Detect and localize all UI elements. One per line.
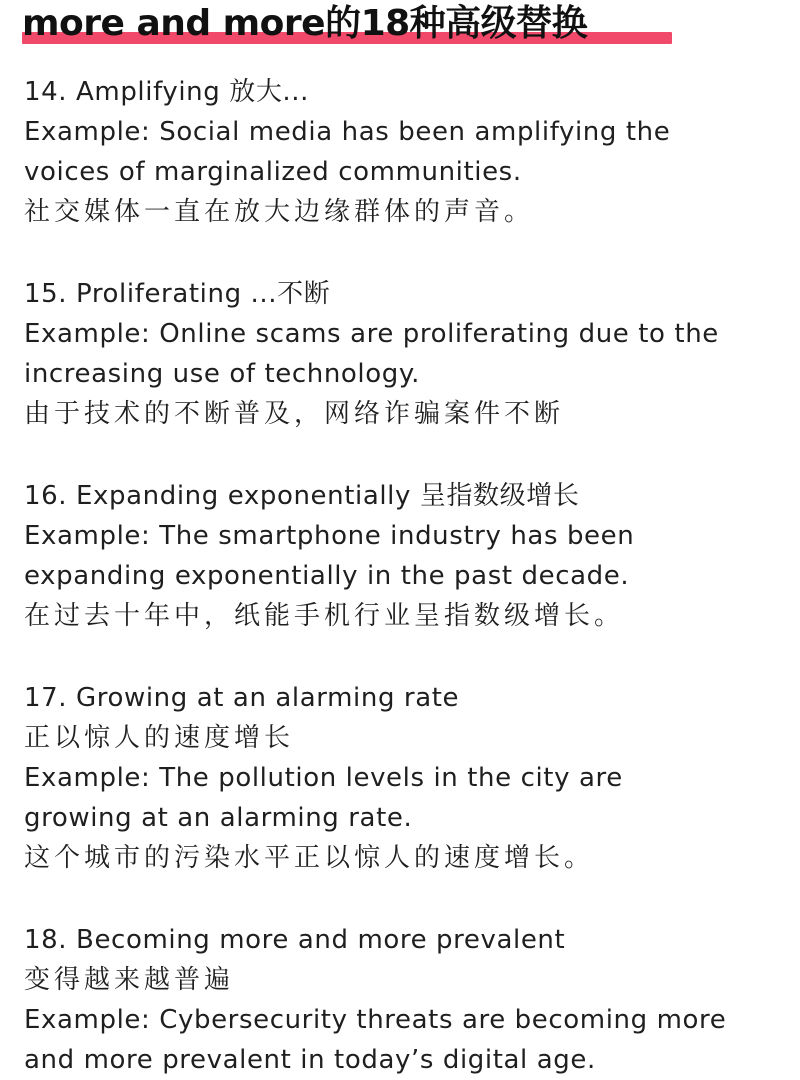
example-line: and more prevalent in today’s digital age.: [24, 1045, 596, 1075]
entry-18: [24, 920, 794, 1080]
entry-14: [24, 72, 794, 232]
entry-heading: 17. Growing at an alarming rate: [24, 683, 460, 713]
entry-subheading: 正以惊人的速度增长: [24, 723, 295, 753]
translation-line: 由于技术的不断普及，网络诈骗案件不断: [24, 399, 565, 429]
example-line: Example: Online scams are proliferating due to the: [24, 319, 719, 349]
translation-line: 这个城市的污染水平正以惊人的速度增长。: [24, 843, 595, 873]
example-line: voices of marginalized communities.: [24, 157, 522, 187]
entry-heading: 15. Proliferating ...不断: [24, 279, 331, 309]
entry-heading: 16. Expanding exponentially 呈指数级增长: [24, 481, 580, 511]
entry-heading: 18. Becoming more and more prevalent: [24, 925, 566, 955]
example-line: Example: The pollution levels in the city are: [24, 763, 623, 793]
example-line: expanding exponentially in the past decade.: [24, 561, 630, 591]
translation-line: 在过去十年中，纸能手机行业呈指数级增长。: [24, 601, 625, 631]
example-line: Example: Social media has been amplifying the: [24, 117, 671, 147]
example-line: Example: Cybersecurity threats are becoming more: [24, 1005, 727, 1035]
entry-list: [24, 72, 794, 1080]
entry-15: [24, 274, 794, 434]
entry-subheading: 变得越来越普遍: [24, 965, 235, 995]
entry-17: [24, 678, 794, 878]
entry-heading: 14. Amplifying 放大...: [24, 77, 310, 107]
translation-line: 社交媒体一直在放大边缘群体的声音。: [24, 197, 535, 227]
example-line: growing at an alarming rate.: [24, 803, 413, 833]
title-block: [22, 0, 587, 50]
example-line: increasing use of technology.: [24, 359, 420, 389]
example-line: Example: The smartphone industry has been: [24, 521, 635, 551]
page-title: more and more的18种高级替换: [22, 3, 588, 44]
entry-16: [24, 476, 794, 636]
